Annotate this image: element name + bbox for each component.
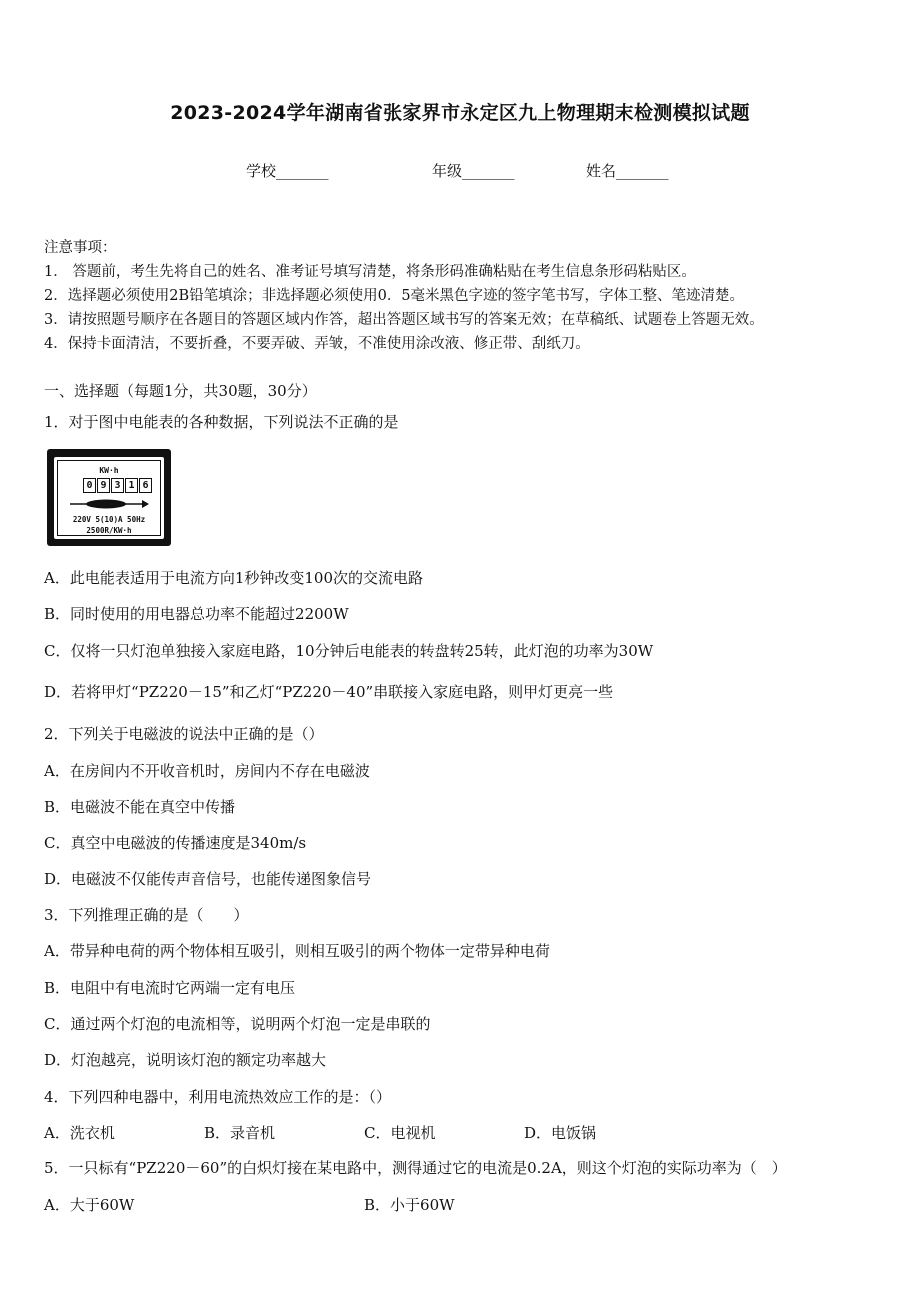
question-1-option-d: D．若将甲灯“PZ220－15”和乙灯“PZ220－40”串联接入家庭电路，则甲灯更亮一些 (44, 683, 614, 701)
name-field: 姓名_______ (586, 162, 669, 180)
meter-unit-label: KW·h (99, 466, 119, 475)
question-2-option-d: D．电磁波不仅能传声音信号，也能传递图象信号 (44, 870, 372, 888)
question-3-stem: 3．下列推理正确的是（ ） (44, 906, 249, 924)
meter-digit: 6 (139, 478, 152, 493)
question-3-option-c: C．通过两个灯泡的电流相等，说明两个灯泡一定是串联的 (44, 1015, 431, 1033)
question-4-option-a: A．洗衣机 (44, 1124, 115, 1142)
notes-heading: 注意事项： (44, 240, 117, 256)
question-4-stem: 4．下列四种电器中，利用电流热效应工作的是：（） (44, 1088, 392, 1106)
meter-dial-icon (68, 497, 150, 511)
question-2-stem: 2．下列关于电磁波的说法中正确的是（） (44, 725, 324, 743)
meter-spec-line: 220V 5(10)A 50Hz (72, 515, 146, 524)
question-2-option-b: B．电磁波不能在真空中传播 (44, 798, 236, 816)
question-5-stem: 5．一只标有“PZ220－60”的白炽灯接在某电路中，测得通过它的电流是0.2A，则这个灯泡的实际功率为（ ） (44, 1159, 787, 1177)
meter-spec-line: 2500R/KW·h (86, 526, 132, 535)
question-5-option-a: A．大于60W (44, 1196, 135, 1214)
question-1-option-b: B．同时使用的用电器总功率不能超过2200W (44, 605, 349, 623)
meter-digit: 3 (111, 478, 124, 493)
section-title: 一、选择题（每题1分，共30题，30分） (44, 382, 317, 400)
note-item: 1． 答题前，考生先将自己的姓名、准考证号填写清楚，将条形码准确粘贴在考生信息条形码粘贴区。 (44, 264, 696, 280)
question-4-option-b: B．录音机 (204, 1124, 276, 1142)
meter-digit: 9 (97, 478, 110, 493)
question-4-option-c: C．电视机 (364, 1124, 436, 1142)
question-5-option-b: B．小于60W (364, 1196, 455, 1214)
note-item: 2．选择题必须使用2B铅笔填涂；非选择题必须使用0．5毫米黑色字迹的签字笔书写，字体工整、笔迹清楚。 (44, 288, 745, 304)
question-3-option-b: B．电阻中有电流时它两端一定有电压 (44, 979, 296, 997)
electric-meter-image (47, 449, 171, 546)
question-2-option-a: A．在房间内不开收音机时，房间内不存在电磁波 (44, 762, 370, 780)
question-1-option-a: A．此电能表适用于电流方向1秒钟改变100次的交流电路 (44, 569, 424, 587)
question-3-option-d: D．灯泡越亮，说明该灯泡的额定功率越大 (44, 1051, 327, 1069)
meter-digit: 0 (83, 478, 96, 493)
school-field: 学校_______ (246, 162, 329, 180)
question-1-stem: 1．对于图中电能表的各种数据，下列说法不正确的是 (44, 413, 399, 431)
note-item: 3．请按照题号顺序在各题目的答题区域内作答，超出答题区域书写的答案无效；在草稿纸、试题卷上答题无效。 (44, 312, 764, 328)
question-3-option-a: A．带异种电荷的两个物体相互吸引，则相互吸引的两个物体一定带异种电荷 (44, 942, 550, 960)
page-title: 2023-2024学年湖南省张家界市永定区九上物理期末检测模拟试题 (170, 102, 750, 124)
question-1-option-c: C．仅将一只灯泡单独接入家庭电路，10分钟后电能表的转盘转25转，此灯泡的功率为30W (44, 642, 654, 660)
meter-digits (83, 478, 153, 493)
question-4-option-d: D．电饭锅 (524, 1124, 597, 1142)
question-2-option-c: C．真空中电磁波的传播速度是340m/s (44, 834, 307, 852)
grade-field: 年级_______ (432, 162, 515, 180)
meter-digit: 1 (125, 478, 138, 493)
note-item: 4．保持卡面清洁，不要折叠，不要弄破、弄皱，不准使用涂改液、修正带、刮纸刀。 (44, 336, 590, 352)
